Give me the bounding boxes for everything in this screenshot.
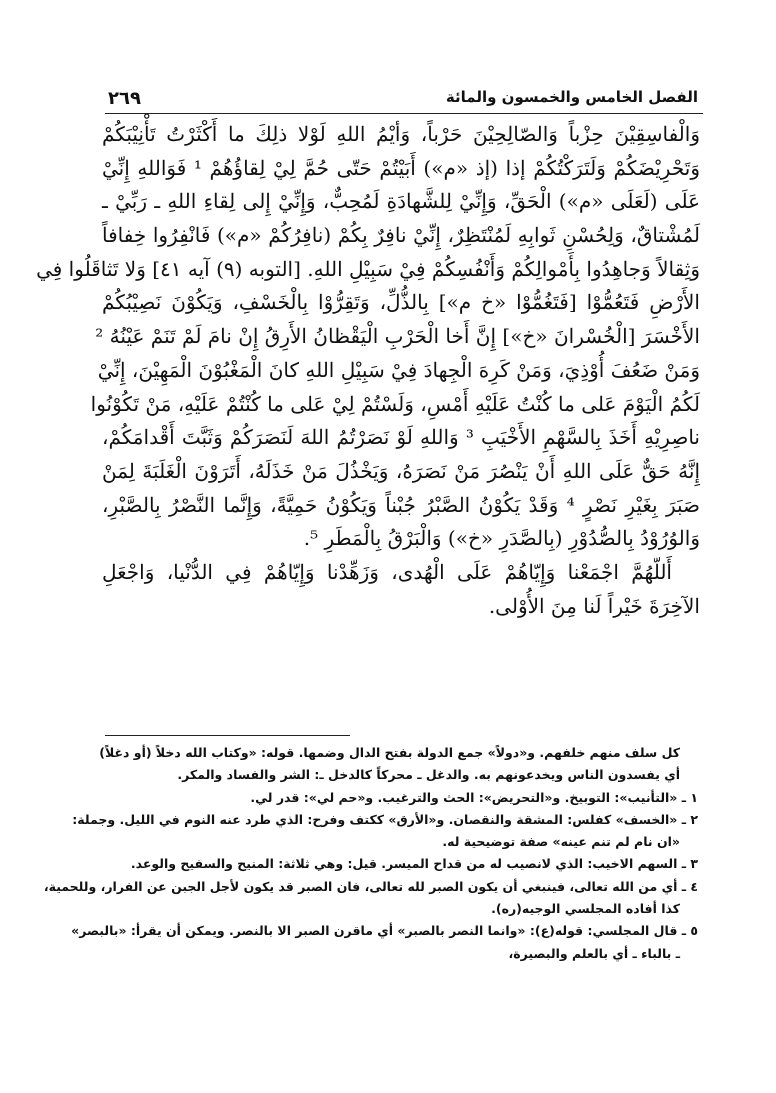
text-line: وَمَنْ ضَعُفَ أُوْذِيَ، وَمَنْ كَرِهَ الْجِهادَ فِيْ سَبِيْلِ اللهِ كانَ الْمَغْبُوْنَ الْمَهِيْنَ، إِنِّيْ [97, 357, 700, 382]
page-number: ٢٦٩ [108, 88, 141, 109]
footnote-line: ٢ ـ «الخسف» كفلس: المشقة والنقصان. و«الأرق» ككتف وفرح: الذي طرد عنه النوم في الليل. وجملة: [72, 811, 698, 827]
main-text [36, 118, 700, 623]
text-line: إِنَّهُ حَقٌّ عَلَى اللهِ أَنْ يَنْصُرَ مَنْ نَصَرَهُ، وَيَخْذُلَ مَنْ خَذَلَهُ، أَتَرَوْنَ الْغَلَبَةَ لِمَنْ [102, 458, 700, 483]
chapter-title: الفصل الخامس والخمسون والمائة [445, 88, 698, 106]
text-line: الأَخْسَرَ [الْخُسْرانَ «خ»] إِنَّ أَخا الْحَرْبِ الْيَقْظانُ الأَرِقُ إِنْ نامَ لَمْ تَنَمْ عَيْنُهُ ² [95, 324, 700, 349]
text-line: الآخِرَةَ خَيْراً لَنا مِنَ الأُوْلى. [488, 593, 700, 618]
footnote-line: ١ ـ «التأنيب»: التوبيخ. و«التحريض»: الحث والترغيب. و«حم لي»: قدر لي. [250, 789, 698, 805]
text-line: أَللّهُمَّ اجْمَعْنا وَإِيّاهُمْ عَلَى الْهُدى، وَزَهِّدْنا وَإِيّاهُمْ فِي الدُّنْيا، وَاجْعَلِ [102, 559, 672, 584]
footnote-line: ٤ ـ أي من الله تعالى، فينبغي أن يكون الصبر لله تعالى، فان الصبر قد يكون لأجل الجبن عن الفرار، وللحمية، [43, 878, 698, 894]
footnote-line: كل سلف منهم خلفهم. و«دولاً» جمع الدولة بفتح الدال وضمها. قوله: «وكتاب الله دخلاً (أو دغلاً) [99, 745, 680, 760]
text-line: الأَرْضِ فَتَعُمُّوْا [فَتَغُمُّوْا «خ م»] بِالذُّلِّ، وَتَقِرُّوْا بِالْخَسْفِ، وَيَكُوْنَ نَصِيْبُكُمْ [102, 290, 700, 315]
header-divider [105, 113, 703, 114]
footnote-line: ٣ ـ السهم الاخيب: الذي لانصيب له من قداح الميسر. قيل: وهي ثلاثة: المنيح والسفيح والوعد. [130, 856, 698, 872]
text-line: لَكُمُ الْيَوْمَ عَلى ما كُنْتُ عَلَيْهِ أَمْسِ، وَلَسْتُمْ لِيْ عَلى ما كُنْتُمْ عَلَيْهِ، مَنْ تَكُوْنُوا [90, 391, 700, 416]
footnote-line: أي يفسدون الناس ويخدعونهم به. والدغل ـ محركاً كالدخل ـ: الشر والفساد والمكر. [177, 767, 680, 783]
footnote-line: «ان نام لم تنم عينه» صفة توضيحية له. [442, 834, 680, 850]
text-line: صَبَرَ بِغَيْرِ نَصْرٍ ⁴ وَقَدْ يَكُوْنُ الصَّبْرُ جُبْناً وَيَكُوْنُ حَمِيَّةً، وَإِنَّما النَّصْرُ بِالصَّبْرِ، [102, 492, 700, 517]
footnote-line: ـ بالباء ـ أي بالعلم والبصيرة، [508, 945, 680, 961]
footnote-divider [105, 735, 350, 736]
text-line: عَلَى (لَعَلَى «م») الْحَقِّ، وَإِنِّيْ لِلشَّهادَةِ لَمُحِبٌّ، وَإِنِّيْ إِلى لِقاءِ اللهِ ـ رَبِّيْ ـ [102, 189, 700, 214]
text-line: وَالوُرُوْدُ بِالصُّدُوْرِ (بِالصَّدَرِ «خ») وَالْبَرْقُ بِالْمَطَرِ ⁵. [303, 526, 700, 551]
text-line: وَثِقالاً وَجاهِدُوا بِأَمْوالِكُمْ وَأَنْفُسِكُمْ فِيْ سَبِيْلِ اللهِ. [التوبه (٩) آيه ٤١] وَلا تَثاقَلُوا فِي [36, 256, 700, 281]
footnote-line: ٥ ـ قال المجلسي: قوله(ع): «وانما النصر بالصبر» أي ماقرن الصبر الا بالنصر. ويمكن أن يقرأ: «بالبصر» [71, 923, 698, 939]
text-line: ناصِرِيْهِ أَخَذَ بِالسَّهْمِ الأَخْيَبِ ³ وَاللهِ لَوْ نَصَرْتُمُ اللهَ لَنَصَرَكُمْ وَثَبَّتَ أَقْدامَكُمْ، [102, 425, 700, 450]
text-line: وَالْفاسِقِيْنَ حِزْباً وَالصّالِحِيْنَ حَرْباً، وَأيْمُ اللهِ لَوْلا ذلِكَ ما أَكْثَرْتُ تَأْنِيْبَكُمْ [102, 122, 700, 146]
footnotes [43, 742, 698, 965]
footnote-line: كذا أفاده المجلسي الوجيه(ره). [491, 901, 680, 917]
text-line: وَتَحْرِيْضَكُمْ وَلَتَرَكْتُكُمْ إذا (إذ «م») أَبَيْتُمْ حَتّى حُمَّ لِيْ لِقاؤُهُمْ ¹ فَوَاللهِ إِنِّيْ [102, 155, 700, 180]
text-line: لَمُشْتاقٌ، وَلِحُسْنِ ثَوابِهِ لَمُنْتَظِرٌ، إِنِّيْ نافِرٌ بِكُمْ (نافِرُكُمْ «م») فَانْفِرُوا خِفافاً [102, 223, 700, 248]
